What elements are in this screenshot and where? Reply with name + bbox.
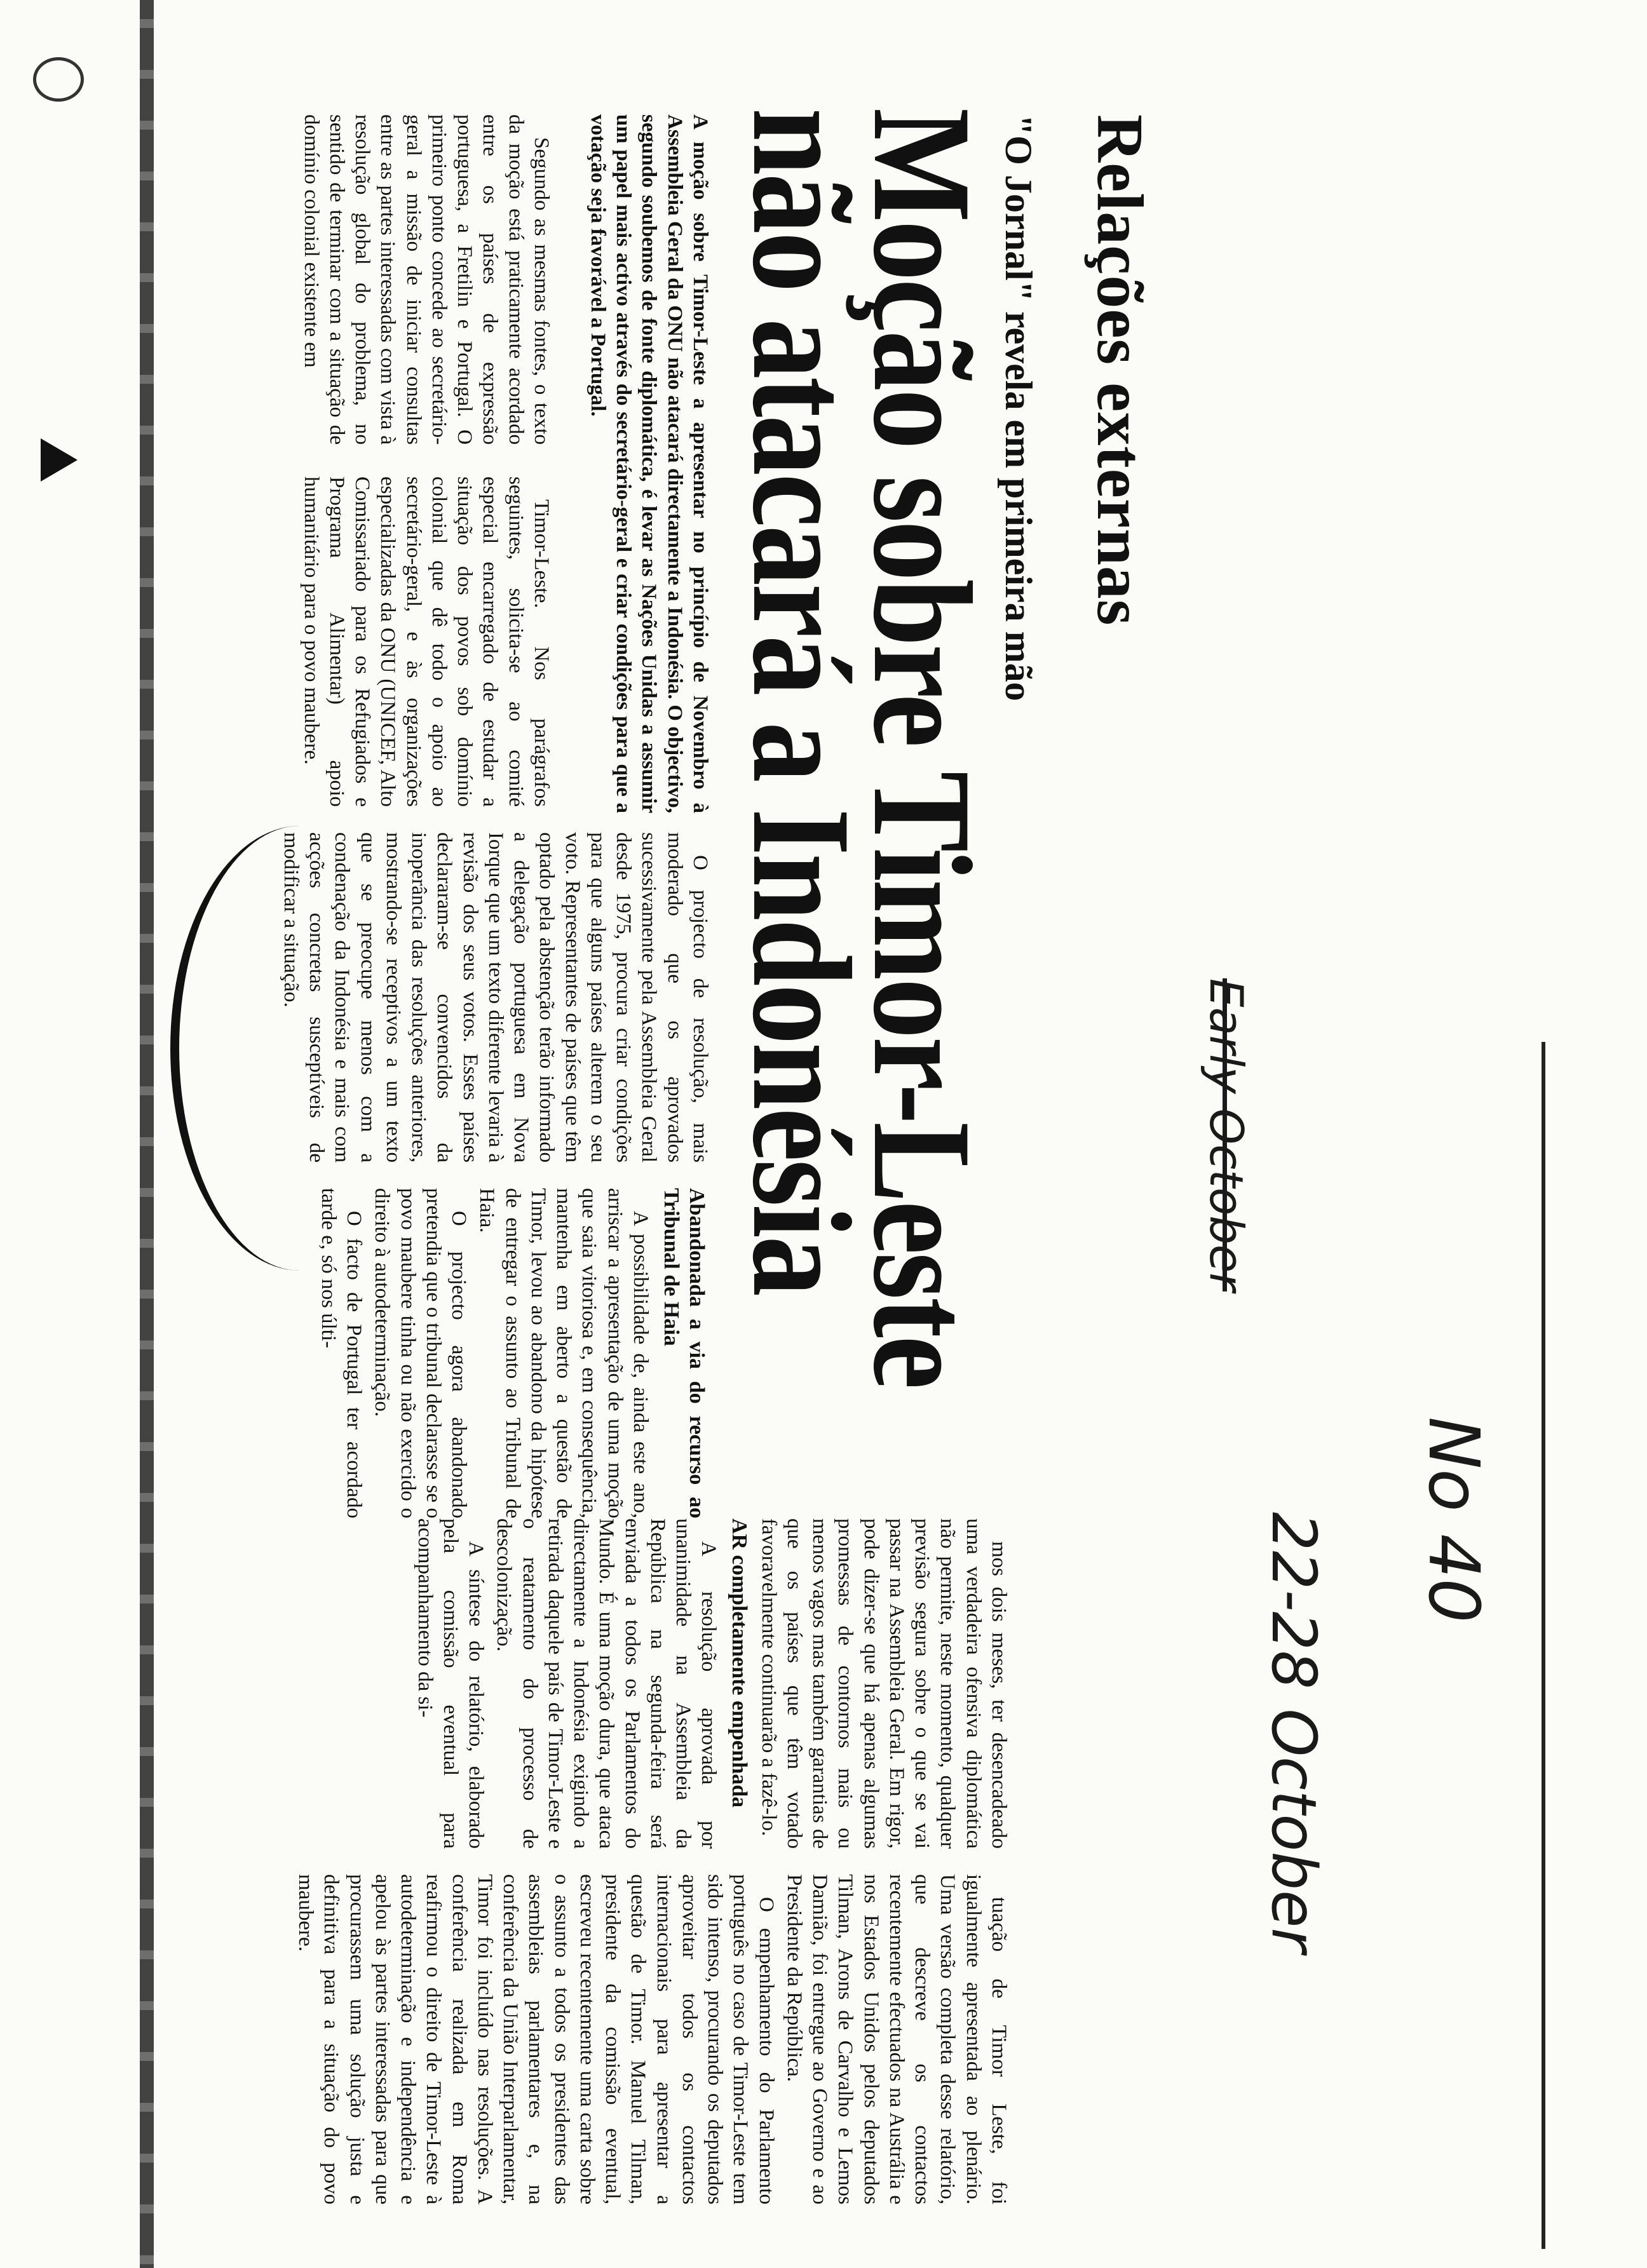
paragraph: A possibilidade de, ainda este ano, arriscar a apresentação de uma moção que saia vitoriosa e, em consequência, mantenha em aberto a questão de Timor, levou ao abandono da hipótese de entregar o assunto ao Tribunal de Haia. [475,1188,652,1518]
article-column-3 [46,832,713,1163]
paragraph: O facto de Portugal ter acordado tarde e, só nos últi- [316,1188,366,1518]
paragraph: mos dois meses, ter desencadeado uma verdadeira ofensiva diplomática não permite, neste momento, qualquer previsão segura sobre o que se vai passar na Assembleia Geral. Em rigor, pode dizer-se que há apenas algumas promessas de contornos mais ou menos vagos mas também garantias de que os países que têm votado favoravelmente continuarão a fazê-lo. [757,1518,1010,1849]
paragraph: A síntese do relatório, elaborado pela comissão eventual para acompanhamento da si- [413,1518,488,1849]
headline-line-1: Moção sobre Timor-Leste [844,108,1000,1387]
article-column-6 [46,1874,1012,2204]
triangle-mark-icon [41,438,78,482]
top-rule [1542,1042,1545,2249]
hole-punch-mark [33,57,84,102]
handwritten-crossed-note: Early October [1200,978,1253,1292]
article-column-1 [46,114,554,445]
paragraph: O projecto de resolução, mais moderado que os aprovados sucessivamente pela Assembleia Geral desde 1975, procura criar condições para que alguns países alterem o seu voto. Representantes de países que têm optado pela abstenção terão informado a delegação portuguesa em Nova Iorque que um texto diferente levaria à revisão dos seus votos. Esses países declararam-se convencidos da inoperância das resoluções anteriores, mostrando-se receptivos a um texto que se preocupe menos com a condenação da Indonésia e mais com acções concretas susceptíveis de modificar a situação. [280,832,712,1163]
article-column-2 [46,476,554,807]
kicker: "O Jornal" revela em primeira mão [998,114,1040,701]
article-column-5 [46,1518,1012,1849]
paragraph: O projecto agora abandonado pretendia que o tribunal declarasse se o povo maubere tinha ou não exercido o direito à autodeterminação. [370,1188,471,1518]
paragraph: tuação de Timor Leste, foi igualmente apresentada ao plenário. Uma versão completa desse relatório, que descreve os contactos recentemente efectuados na Austrália e nos Estados Unidos pelos deputados Tilman, Arons de Carvalho e Lemos Damião, foi entregue ao Governo e ao Presidente da República. [783,1874,1010,2204]
subheading-haia: Abandonada a via do recurso ao Tribunal de Haia [659,1188,708,1518]
paragraph: O empenhamento do Parlamento português no caso de Timor-Leste tem sido intenso, procurando os deputados aproveitar todos os contactos internacionais para apresentar a questão de Timor. Manuel Tilman, presidente da comissão eventual, escreveu recentemente uma carta sobre o assunto a todos os presidentes das assembleias parlamentares e, na conferência da União Interparlamentar, Timor foi incluído nas resoluções. A conferência realizada em Roma reafirmou o direito de Timor-Leste à autodeterminação e independência e apelou às partes interessadas para que procurassem uma solução justa e definitiva para a situação do povo maubere. [294,1874,778,2204]
paragraph: Timor-Leste. Nos parágrafos seguintes, solicita-se ao comité especial encarregado de estudar a situação dos povos sob domínio colonial que dê todo o apoio ao secretário-geral, e às organizações especializadas da ONU (UNICEF, Alto Comissariado para os Refugiados e Programa Alimentar) apoio humanitário para o povo maubere. [299,476,553,807]
paragraph: A resolução aprovada por unanimidade na Assembleia da República na segunda-feira será enviada a todos os Parlamentos do Mundo. É uma moção dura, que ataca directamente a Indonésia exigindo a retirada daquele país de Timor-Leste e o reatamento do processo de descolonização. [492,1518,721,1849]
handwritten-issue-number: No 40 [1413,1417,1494,1623]
lede-paragraph: A moção sobre Timor-Leste a apresentar no princípio de Novembro à Assembleia Geral da ONU não atacará directamente a Indonésia. O objectivo, segundo soubemos de fonte diplomática, é levar as Nações Unidas a assumir um papel mais activo através do secretário-geral e criar condições para que a votação seja favorável a Portugal. [586,114,712,813]
article-column-4 [46,1188,713,1518]
section-title: Relações externas [1083,114,1156,626]
headline-line-2: não atacará a Indonésia [723,108,879,1295]
handwritten-date: 22-28 October [1258,1512,1329,1953]
paragraph: Segundo as mesmas fontes, o texto da moção está praticamente acordado entre os países de expressão portuguesa, a Fretilin e Portugal. O primeiro ponto concede ao secretário-geral a missão de iniciar consultas entre as partes interessadas com vista à resolução global do problema, no sentido de terminar com a situação de domínio colonial existente em [299,114,553,445]
subheading-ar: AR completamente empenhada [728,1518,752,1808]
